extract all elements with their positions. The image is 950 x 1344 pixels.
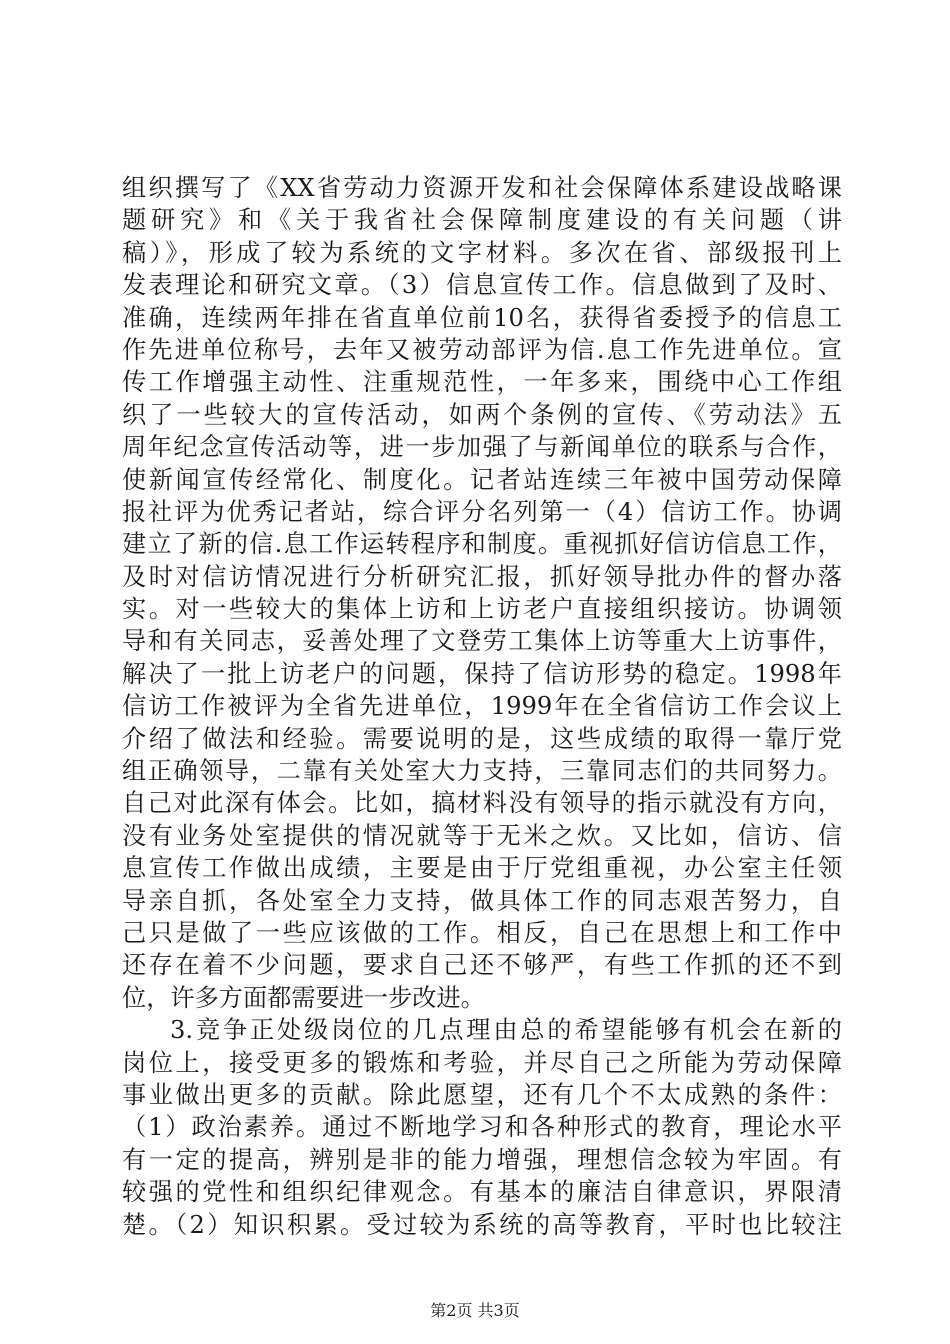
text-line: 组织撰写了《XX省劳动力资源开发和社会保障体系建设战略课 <box>122 174 842 202</box>
text-line: 己只是做了一些应该做的工作。相反，自己在思想上和工作中 <box>122 918 842 947</box>
text-line: 准确，连续两年排在省直单位前10名，获得省委授予的信息工 <box>122 303 842 332</box>
text-line: 建立了新的信.息工作运转程序和制度。重视抓好信访信息工作， <box>122 530 842 559</box>
page-footer <box>0 1298 950 1321</box>
text-line: 发表理论和研究文章。（3）信息宣传工作。信息做到了及时、 <box>122 271 842 300</box>
text-line: 位，许多方面都需要进一步改进。 <box>122 983 485 1012</box>
text-line: 3.竞争正处级岗位的几点理由总的希望能够有机会在新的 <box>170 1016 842 1045</box>
text-line: 没有业务处室提供的情况就等于无米之炊。又比如，信访、信 <box>122 821 842 850</box>
text-line: 介绍了做法和经验。需要说明的是，这些成绩的取得一靠厅党 <box>122 724 842 753</box>
body-text <box>122 172 842 1241</box>
text-line: 较强的党性和组织纪律观念。有基本的廉洁自律意识，界限清 <box>122 1178 842 1207</box>
text-line: 自己对此深有体会。比如，搞材料没有领导的指示就没有方向， <box>122 789 842 818</box>
text-line: 作先进单位称号，去年又被劳动部评为信.息工作先进单位。宣 <box>122 335 842 364</box>
text-line: 息宣传工作做出成绩，主要是由于厅党组重视，办公室主任领 <box>122 854 842 883</box>
text-line: 实。对一些较大的集体上访和上访老户直接组织接访。协调领 <box>122 595 842 624</box>
text-line: 报社评为优秀记者站，综合评分名列第一（4）信访工作。协调 <box>122 497 842 526</box>
text-line: 传工作增强主动性、注重规范性，一年多来，围绕中心工作组 <box>122 368 842 397</box>
text-line: 岗位上，接受更多的锻炼和考验，并尽自己之所能为劳动保障 <box>122 1048 842 1077</box>
text-line: 周年纪念宣传活动等，进一步加强了与新闻单位的联系与合作， <box>122 433 842 462</box>
text-line: 信访工作被评为全省先进单位，1999年在全省信访工作会议上 <box>122 692 842 721</box>
text-line: （1）政治素养。通过不断地学习和各种形式的教育，理论水平 <box>122 1113 842 1142</box>
text-line: 导亲自抓，各处室全力支持，做具体工作的同志艰苦努力，自 <box>122 886 842 915</box>
text-line: 解决了一批上访老户的问题，保持了信访形势的稳定。1998年 <box>122 659 842 688</box>
text-line: 还存在着不少问题，要求自己还不够严，有些工作抓的还不到 <box>122 951 842 980</box>
text-line: 组正确领导，二靠有关处室大力支持，三靠同志们的共同努力。 <box>122 757 842 786</box>
page-number: 第2页 共3页 <box>430 1301 520 1320</box>
text-line: 题研究》和《关于我省社会保障制度建设的有关问题（讲 <box>122 206 842 235</box>
text-line: 导和有关同志，妥善处理了文登劳工集体上访等重大上访事件， <box>122 627 842 656</box>
text-line: 事业做出更多的贡献。除此愿望，还有几个不太成熟的条件： <box>122 1080 842 1109</box>
text-line: 及时对信访情况进行分析研究汇报，抓好领导批办件的督办落 <box>122 562 842 591</box>
text-line: 使新闻宣传经常化、制度化。记者站连续三年被中国劳动保障 <box>122 465 842 494</box>
text-line: 楚。（2）知识积累。受过较为系统的高等教育，平时也比较注 <box>122 1210 842 1239</box>
text-line: 有一定的提高，辨别是非的能力增强，理想信念较为牢固。有 <box>122 1145 842 1174</box>
text-line: 稿）》，形成了较为系统的文字材料。多次在省、部级报刊上 <box>122 238 842 267</box>
text-line: 织了一些较大的宣传活动，如两个条例的宣传、《劳动法》五 <box>122 400 842 429</box>
